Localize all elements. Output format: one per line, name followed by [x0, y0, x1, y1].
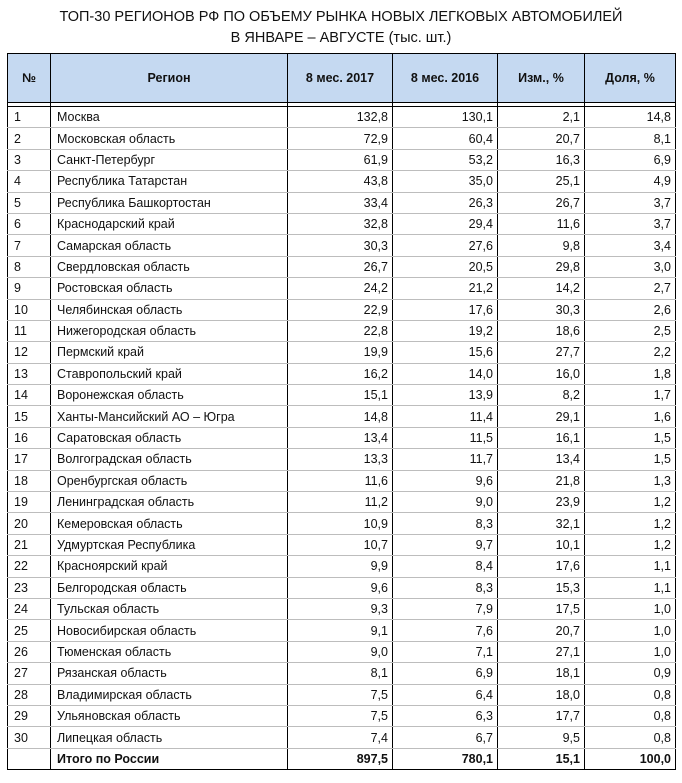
- row-change: 15,3: [498, 577, 585, 598]
- row-number: 11: [8, 320, 51, 341]
- row-region: Воронежская область: [51, 385, 288, 406]
- row-number: 16: [8, 427, 51, 448]
- row-number: 30: [8, 727, 51, 748]
- row-number: 10: [8, 299, 51, 320]
- row-number: 5: [8, 192, 51, 213]
- row-share: 8,1: [585, 128, 676, 149]
- row-share: 1,0: [585, 641, 676, 662]
- row-value-2017: 7,5: [288, 705, 393, 726]
- row-share: 3,7: [585, 192, 676, 213]
- row-value-2016: 11,5: [393, 427, 498, 448]
- row-value-2016: 11,7: [393, 449, 498, 470]
- table-row: [8, 299, 676, 320]
- row-value-2017: 13,4: [288, 427, 393, 448]
- row-share: 1,6: [585, 406, 676, 427]
- total-number: [8, 748, 51, 769]
- table-row: [8, 107, 676, 128]
- row-number: 7: [8, 235, 51, 256]
- row-value-2016: 7,1: [393, 641, 498, 662]
- row-share: 3,0: [585, 256, 676, 277]
- table-row: [8, 406, 676, 427]
- row-number: 28: [8, 684, 51, 705]
- table-row: [8, 556, 676, 577]
- header-number: №: [8, 54, 51, 103]
- table-row: [8, 385, 676, 406]
- row-value-2017: 26,7: [288, 256, 393, 277]
- table-body: [8, 103, 676, 770]
- row-number: 29: [8, 705, 51, 726]
- row-change: 16,0: [498, 363, 585, 384]
- row-value-2017: 9,6: [288, 577, 393, 598]
- row-number: 25: [8, 620, 51, 641]
- row-value-2017: 33,4: [288, 192, 393, 213]
- row-change: 29,1: [498, 406, 585, 427]
- table-row: [8, 192, 676, 213]
- row-change: 8,2: [498, 385, 585, 406]
- row-region: Оренбургская область: [51, 470, 288, 491]
- row-value-2016: 17,6: [393, 299, 498, 320]
- row-region: Тульская область: [51, 598, 288, 619]
- row-number: 13: [8, 363, 51, 384]
- table-row: [8, 342, 676, 363]
- row-value-2017: 9,0: [288, 641, 393, 662]
- row-value-2016: 7,9: [393, 598, 498, 619]
- total-2016: 780,1: [393, 748, 498, 769]
- row-share: 1,2: [585, 492, 676, 513]
- row-value-2016: 8,3: [393, 513, 498, 534]
- row-value-2016: 26,3: [393, 192, 498, 213]
- row-value-2016: 6,3: [393, 705, 498, 726]
- title-line-2: В ЯНВАРЕ – АВГУСТЕ (тыс. шт.): [230, 30, 452, 46]
- row-number: 15: [8, 406, 51, 427]
- row-number: 12: [8, 342, 51, 363]
- row-value-2016: 27,6: [393, 235, 498, 256]
- row-value-2017: 22,9: [288, 299, 393, 320]
- table-row: [8, 641, 676, 662]
- row-region: Пермский край: [51, 342, 288, 363]
- table-row: [8, 513, 676, 534]
- row-value-2017: 15,1: [288, 385, 393, 406]
- row-region: Москва: [51, 107, 288, 128]
- row-number: 3: [8, 149, 51, 170]
- row-region: Санкт-Петербург: [51, 149, 288, 170]
- row-change: 27,1: [498, 641, 585, 662]
- row-number: 14: [8, 385, 51, 406]
- row-number: 20: [8, 513, 51, 534]
- row-change: 26,7: [498, 192, 585, 213]
- total-share: 100,0: [585, 748, 676, 769]
- row-share: 0,9: [585, 663, 676, 684]
- row-region: Ханты-Мансийский АО – Югра: [51, 406, 288, 427]
- row-change: 18,1: [498, 663, 585, 684]
- row-number: 1: [8, 107, 51, 128]
- row-value-2016: 60,4: [393, 128, 498, 149]
- row-value-2017: 132,8: [288, 107, 393, 128]
- row-region: Республика Башкортостан: [51, 192, 288, 213]
- row-share: 2,5: [585, 320, 676, 341]
- row-value-2017: 16,2: [288, 363, 393, 384]
- total-label: Итого по России: [51, 748, 288, 769]
- row-change: 18,0: [498, 684, 585, 705]
- row-change: 2,1: [498, 107, 585, 128]
- row-share: 1,1: [585, 577, 676, 598]
- row-share: 0,8: [585, 684, 676, 705]
- row-share: 3,4: [585, 235, 676, 256]
- row-number: 23: [8, 577, 51, 598]
- table-row: [8, 663, 676, 684]
- row-share: 1,7: [585, 385, 676, 406]
- row-change: 17,7: [498, 705, 585, 726]
- row-share: 1,0: [585, 598, 676, 619]
- row-region: Ставропольский край: [51, 363, 288, 384]
- row-value-2017: 19,9: [288, 342, 393, 363]
- row-change: 17,5: [498, 598, 585, 619]
- row-value-2016: 7,6: [393, 620, 498, 641]
- row-change: 14,2: [498, 278, 585, 299]
- table-row: [8, 727, 676, 748]
- header-share: Доля, %: [585, 54, 676, 103]
- row-share: 0,8: [585, 727, 676, 748]
- header-2017: 8 мес. 2017: [288, 54, 393, 103]
- row-change: 10,1: [498, 534, 585, 555]
- row-change: 11,6: [498, 213, 585, 234]
- row-region: Ленинградская область: [51, 492, 288, 513]
- row-share: 1,3: [585, 470, 676, 491]
- row-change: 17,6: [498, 556, 585, 577]
- total-2017: 897,5: [288, 748, 393, 769]
- row-value-2017: 13,3: [288, 449, 393, 470]
- row-region: Тюменская область: [51, 641, 288, 662]
- row-change: 13,4: [498, 449, 585, 470]
- row-region: Белгородская область: [51, 577, 288, 598]
- row-value-2017: 43,8: [288, 171, 393, 192]
- table-row: [8, 705, 676, 726]
- row-number: 9: [8, 278, 51, 299]
- row-change: 20,7: [498, 128, 585, 149]
- row-share: 4,9: [585, 171, 676, 192]
- table-row: [8, 256, 676, 277]
- row-region: Московская область: [51, 128, 288, 149]
- row-value-2017: 7,5: [288, 684, 393, 705]
- row-value-2017: 9,9: [288, 556, 393, 577]
- row-region: Липецкая область: [51, 727, 288, 748]
- table-header-row: [8, 54, 676, 103]
- row-share: 1,5: [585, 449, 676, 470]
- row-value-2017: 7,4: [288, 727, 393, 748]
- row-value-2017: 11,2: [288, 492, 393, 513]
- row-value-2017: 24,2: [288, 278, 393, 299]
- row-value-2017: 32,8: [288, 213, 393, 234]
- total-change: 15,1: [498, 748, 585, 769]
- row-value-2016: 20,5: [393, 256, 498, 277]
- row-value-2016: 35,0: [393, 171, 498, 192]
- row-value-2017: 8,1: [288, 663, 393, 684]
- table-row: [8, 128, 676, 149]
- row-share: 2,6: [585, 299, 676, 320]
- row-region: Нижегородская область: [51, 320, 288, 341]
- row-value-2017: 9,1: [288, 620, 393, 641]
- row-value-2017: 22,8: [288, 320, 393, 341]
- total-row: [8, 748, 676, 769]
- row-number: 4: [8, 171, 51, 192]
- row-region: Краснодарский край: [51, 213, 288, 234]
- row-number: 18: [8, 470, 51, 491]
- table-row: [8, 427, 676, 448]
- row-region: Челябинская область: [51, 299, 288, 320]
- row-change: 9,5: [498, 727, 585, 748]
- row-change: 18,6: [498, 320, 585, 341]
- row-value-2017: 72,9: [288, 128, 393, 149]
- table-row: [8, 278, 676, 299]
- row-share: 1,2: [585, 513, 676, 534]
- row-region: Новосибирская область: [51, 620, 288, 641]
- row-share: 1,2: [585, 534, 676, 555]
- row-number: 8: [8, 256, 51, 277]
- row-number: 6: [8, 213, 51, 234]
- page-title: [0, 0, 682, 53]
- row-region: Ульяновская область: [51, 705, 288, 726]
- header-2016: 8 мес. 2016: [393, 54, 498, 103]
- table-row: [8, 470, 676, 491]
- table-row: [8, 534, 676, 555]
- row-value-2017: 11,6: [288, 470, 393, 491]
- row-share: 2,2: [585, 342, 676, 363]
- row-value-2017: 61,9: [288, 149, 393, 170]
- row-value-2016: 130,1: [393, 107, 498, 128]
- row-number: 24: [8, 598, 51, 619]
- row-change: 16,1: [498, 427, 585, 448]
- row-change: 32,1: [498, 513, 585, 534]
- table-row: [8, 620, 676, 641]
- table-row: [8, 213, 676, 234]
- table-row: [8, 577, 676, 598]
- row-share: 1,5: [585, 427, 676, 448]
- row-share: 1,8: [585, 363, 676, 384]
- row-value-2016: 13,9: [393, 385, 498, 406]
- table-row: [8, 149, 676, 170]
- row-value-2017: 10,9: [288, 513, 393, 534]
- table-row: [8, 492, 676, 513]
- row-value-2016: 11,4: [393, 406, 498, 427]
- row-number: 17: [8, 449, 51, 470]
- row-number: 2: [8, 128, 51, 149]
- row-change: 21,8: [498, 470, 585, 491]
- row-region: Волгоградская область: [51, 449, 288, 470]
- row-value-2017: 30,3: [288, 235, 393, 256]
- row-value-2017: 9,3: [288, 598, 393, 619]
- row-change: 29,8: [498, 256, 585, 277]
- row-value-2016: 6,7: [393, 727, 498, 748]
- row-value-2017: 14,8: [288, 406, 393, 427]
- table-row: [8, 235, 676, 256]
- row-region: Рязанская область: [51, 663, 288, 684]
- row-share: 1,0: [585, 620, 676, 641]
- row-change: 23,9: [498, 492, 585, 513]
- row-region: Республика Татарстан: [51, 171, 288, 192]
- row-value-2016: 6,9: [393, 663, 498, 684]
- row-region: Свердловская область: [51, 256, 288, 277]
- row-value-2016: 15,6: [393, 342, 498, 363]
- row-change: 20,7: [498, 620, 585, 641]
- header-change: Изм., %: [498, 54, 585, 103]
- row-number: 21: [8, 534, 51, 555]
- row-value-2016: 8,4: [393, 556, 498, 577]
- row-change: 9,8: [498, 235, 585, 256]
- row-region: Ростовская область: [51, 278, 288, 299]
- title-line-1: ТОП-30 РЕГИОНОВ РФ ПО ОБЪЕМУ РЫНКА НОВЫХ ЛЕГКОВЫХ АВТОМОБИЛЕЙ: [59, 9, 623, 25]
- row-value-2016: 8,3: [393, 577, 498, 598]
- row-share: 6,9: [585, 149, 676, 170]
- row-region: Кемеровская область: [51, 513, 288, 534]
- table-row: [8, 449, 676, 470]
- row-share: 0,8: [585, 705, 676, 726]
- row-share: 1,1: [585, 556, 676, 577]
- row-region: Красноярский край: [51, 556, 288, 577]
- row-value-2016: 19,2: [393, 320, 498, 341]
- row-share: 2,7: [585, 278, 676, 299]
- table-row: [8, 320, 676, 341]
- row-number: 27: [8, 663, 51, 684]
- row-change: 30,3: [498, 299, 585, 320]
- row-region: Самарская область: [51, 235, 288, 256]
- row-change: 27,7: [498, 342, 585, 363]
- row-region: Владимирская область: [51, 684, 288, 705]
- table-row: [8, 363, 676, 384]
- table-row: [8, 684, 676, 705]
- row-value-2016: 9,6: [393, 470, 498, 491]
- row-value-2016: 21,2: [393, 278, 498, 299]
- header-region: Регион: [51, 54, 288, 103]
- row-value-2016: 6,4: [393, 684, 498, 705]
- row-region: Саратовская область: [51, 427, 288, 448]
- row-value-2016: 9,7: [393, 534, 498, 555]
- table-row: [8, 598, 676, 619]
- row-value-2016: 29,4: [393, 213, 498, 234]
- row-number: 26: [8, 641, 51, 662]
- row-change: 25,1: [498, 171, 585, 192]
- row-value-2016: 14,0: [393, 363, 498, 384]
- row-share: 14,8: [585, 107, 676, 128]
- row-region: Удмуртская Республика: [51, 534, 288, 555]
- row-change: 16,3: [498, 149, 585, 170]
- row-value-2017: 10,7: [288, 534, 393, 555]
- row-share: 3,7: [585, 213, 676, 234]
- regions-table: [7, 53, 676, 770]
- table-row: [8, 171, 676, 192]
- row-value-2016: 53,2: [393, 149, 498, 170]
- row-number: 22: [8, 556, 51, 577]
- row-value-2016: 9,0: [393, 492, 498, 513]
- row-number: 19: [8, 492, 51, 513]
